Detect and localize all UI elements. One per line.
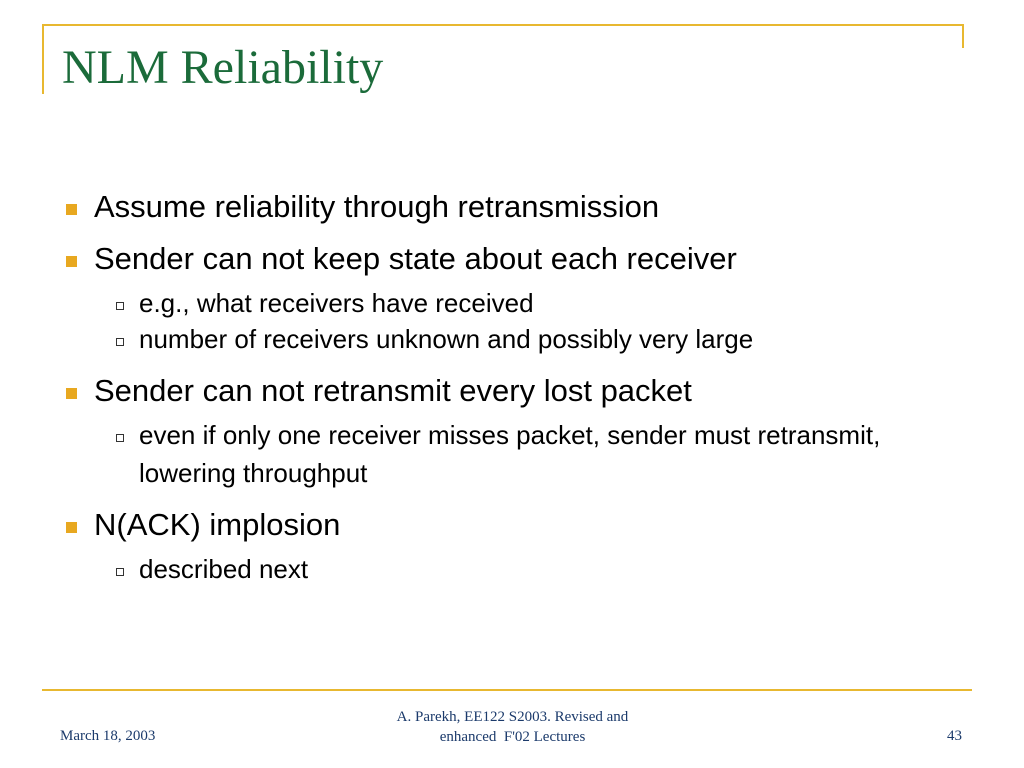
hollow-square-bullet-icon xyxy=(116,434,124,442)
square-bullet-icon xyxy=(66,256,77,267)
sub-bullet-text: described next xyxy=(139,554,309,584)
page-number: 43 xyxy=(947,728,962,744)
bullet-text: Sender can not retransmit every lost packet xyxy=(94,373,692,408)
sub-bullet-item xyxy=(60,284,960,322)
sub-bullet-item xyxy=(60,550,960,588)
bullet-group xyxy=(60,506,960,588)
square-bullet-icon xyxy=(66,522,77,533)
bullet-item xyxy=(60,506,960,544)
slide-title: NLM Reliability xyxy=(62,41,384,94)
square-bullet-icon xyxy=(66,204,77,215)
footer-date: March 18, 2003 xyxy=(60,728,156,744)
frame-right-line xyxy=(962,24,964,48)
footer-divider xyxy=(42,689,972,691)
sub-bullet-item xyxy=(60,416,960,492)
footer-caption-line: A. Parekh, EE122 S2003. Revised and xyxy=(396,709,629,725)
bullet-text: Sender can not keep state about each receiver xyxy=(94,241,737,276)
frame-left-line xyxy=(42,24,44,94)
hollow-square-bullet-icon xyxy=(116,338,124,346)
footer-caption xyxy=(360,707,665,747)
bullet-item xyxy=(60,372,960,410)
sub-bullet-text: number of receivers unknown and possibly very large xyxy=(139,324,754,354)
bullet-item xyxy=(60,188,960,226)
footer-caption-line: enhanced F'02 Lectures xyxy=(439,729,586,745)
bullet-group xyxy=(60,240,960,358)
bullet-group xyxy=(60,188,960,226)
bullet-group xyxy=(60,372,960,492)
bullet-list xyxy=(60,188,960,602)
bullet-text: Assume reliability through retransmission xyxy=(94,189,660,224)
sub-bullet-text: e.g., what receivers have received xyxy=(139,288,534,318)
hollow-square-bullet-icon xyxy=(116,302,124,310)
sub-bullet-item xyxy=(60,320,960,358)
square-bullet-icon xyxy=(66,388,77,399)
bullet-text: N(ACK) implosion xyxy=(94,507,341,542)
bullet-item xyxy=(60,240,960,278)
hollow-square-bullet-icon xyxy=(116,568,124,576)
sub-bullet-text: even if only one receiver misses packet, sender must retransmit, lowering throughput xyxy=(139,420,881,488)
frame-top-line xyxy=(42,24,964,26)
